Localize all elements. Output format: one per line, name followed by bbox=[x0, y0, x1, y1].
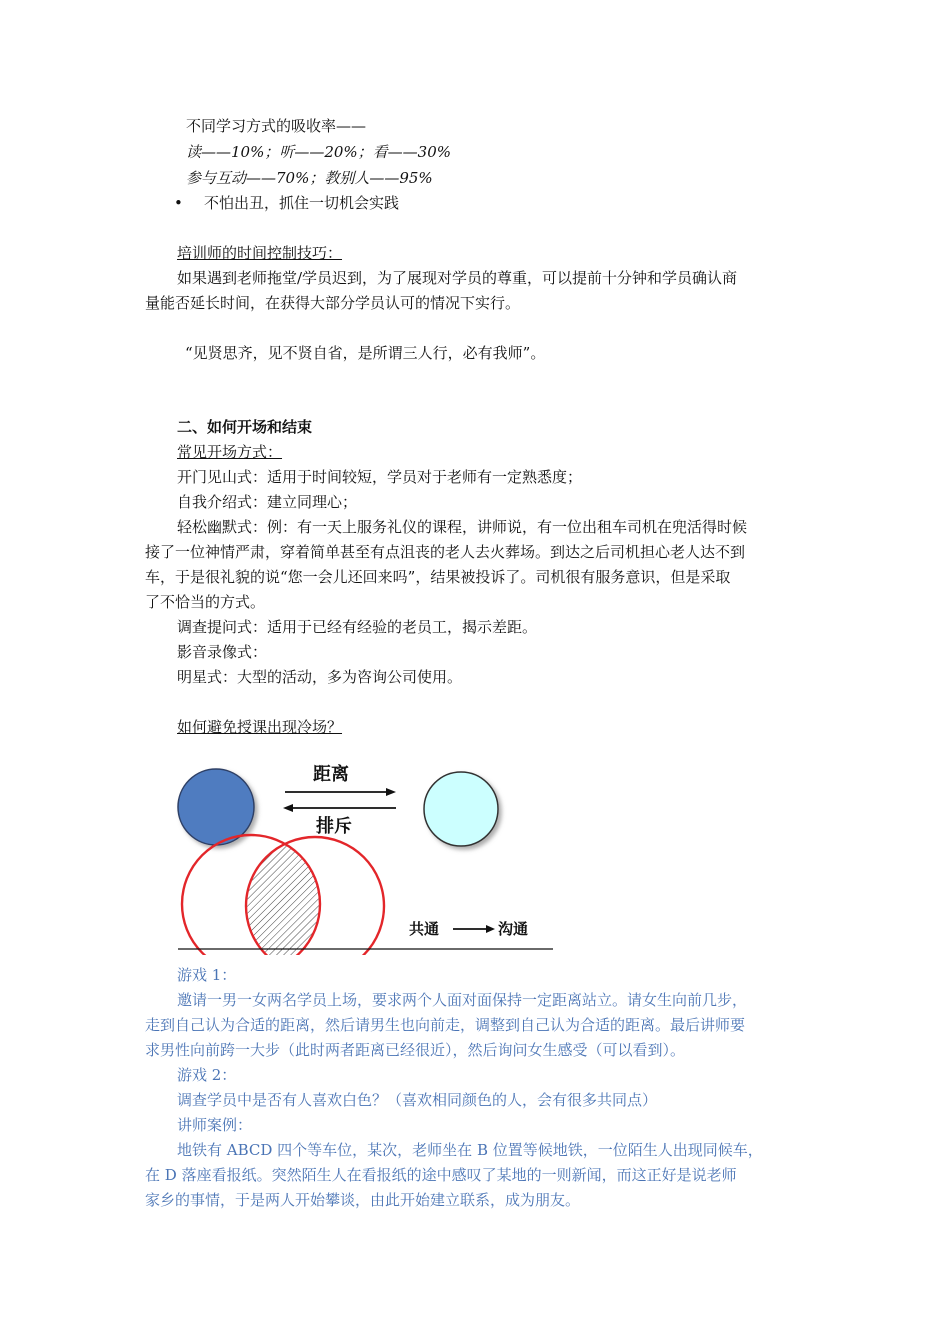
venn-intersection bbox=[246, 837, 384, 955]
game2-title: 游戏 2： bbox=[177, 1066, 237, 1084]
game2-line-1: 调查学员中是否有人喜欢白色？（喜欢相同颜色的人，会有很多共同点） bbox=[177, 1091, 658, 1109]
absorption-line-2: 参与互动——70%；教别人——95% bbox=[186, 169, 433, 187]
case-line-2: 在 D 落座看报纸。突然陌生人在看报纸的途中感叹了某地的一则新闻，而这正好是说老师 bbox=[145, 1166, 737, 1184]
case-line-3: 家乡的事情，于是两人开始攀谈，由此开始建立联系，成为朋友。 bbox=[145, 1191, 581, 1209]
opening-item-humor-line-1: 轻松幽默式：例：有一天上服务礼仪的课程，讲师说，有一位出租车司机在兜活得时候 bbox=[177, 518, 748, 536]
label-exclusion: 排斥 bbox=[316, 816, 352, 837]
label-communication: 沟通 bbox=[498, 920, 529, 938]
quote: “见贤思齐，见不贤自省，是所谓三人行，必有我师”。 bbox=[185, 344, 546, 362]
opening-item-self-intro: 自我介绍式：建立同理心； bbox=[177, 493, 358, 511]
case-line-1: 地铁有 ABCD 四个等车位，某次，老师坐在 B 位置等候地铁，一位陌生人出现同候车， bbox=[177, 1141, 763, 1159]
label-distance: 距离 bbox=[313, 764, 349, 785]
left-circle bbox=[178, 769, 254, 845]
case-title: 讲师案例： bbox=[177, 1116, 253, 1134]
opening-methods-heading: 常见开场方式： bbox=[177, 443, 283, 461]
opening-item-humor-line-2: 接了一位神情严肃，穿着简单甚至有点沮丧的老人去火葬场。到达之后司机担心老人达不到 bbox=[145, 543, 746, 561]
time-control-paragraph-line-1: 如果遇到老师拖堂/学员迟到，为了展现对学员的尊重，可以提前十分钟和学员确认商 bbox=[177, 269, 738, 287]
absorption-title: 不同学习方式的吸收率—— bbox=[186, 117, 367, 135]
game1-line-3: 求男性向前跨一大步（此时两者距离已经很近），然后询问女生感受（可以看到）。 bbox=[145, 1041, 686, 1059]
absorption-line-1: 读——10%；听——20%；看——30% bbox=[186, 143, 452, 161]
right-circle bbox=[424, 772, 498, 846]
cold-scene-heading: 如何避免授课出现冷场？ bbox=[177, 718, 343, 736]
distance-diagram bbox=[170, 750, 570, 955]
arrow-common-head bbox=[486, 925, 495, 933]
opening-item-video: 影音录像式： bbox=[177, 643, 268, 661]
bullet-icon: • bbox=[174, 194, 183, 212]
game1-title: 游戏 1： bbox=[177, 966, 237, 984]
game1-line-2: 走到自己认为合适的距离，然后请男生也向前走，调整到自己认为合适的距离。最后讲师要 bbox=[145, 1016, 746, 1034]
time-control-heading: 培训师的时间控制技巧： bbox=[177, 244, 343, 262]
opening-item-star: 明星式：大型的活动，多为咨询公司使用。 bbox=[177, 668, 463, 686]
game1-line-1: 邀请一男一女两名学员上场，要求两个人面对面保持一定距离站立。请女生向前几步， bbox=[177, 991, 748, 1009]
section-heading: 二、如何开场和结束 bbox=[177, 418, 313, 436]
bullet-text: 不怕出丑，抓住一切机会实践 bbox=[204, 194, 400, 212]
opening-item-humor-line-3: 车，于是很礼貌的说“您一会儿还回来吗”，结果被投诉了。司机很有服务意识，但是采取 bbox=[145, 568, 731, 586]
opening-item-humor-line-4: 了不恰当的方式。 bbox=[145, 593, 266, 611]
arrow-left-head bbox=[283, 804, 293, 812]
opening-item-survey: 调查提问式：适用于已经有经验的老员工，揭示差距。 bbox=[177, 618, 538, 636]
arrow-right-head bbox=[386, 788, 396, 796]
opening-item-direct: 开门见山式：适用于时间较短，学员对于老师有一定熟悉度； bbox=[177, 468, 583, 486]
time-control-paragraph-line-2: 量能否延长时间，在获得大部分学员认可的情况下实行。 bbox=[145, 294, 521, 312]
label-common: 共通 bbox=[409, 920, 440, 938]
